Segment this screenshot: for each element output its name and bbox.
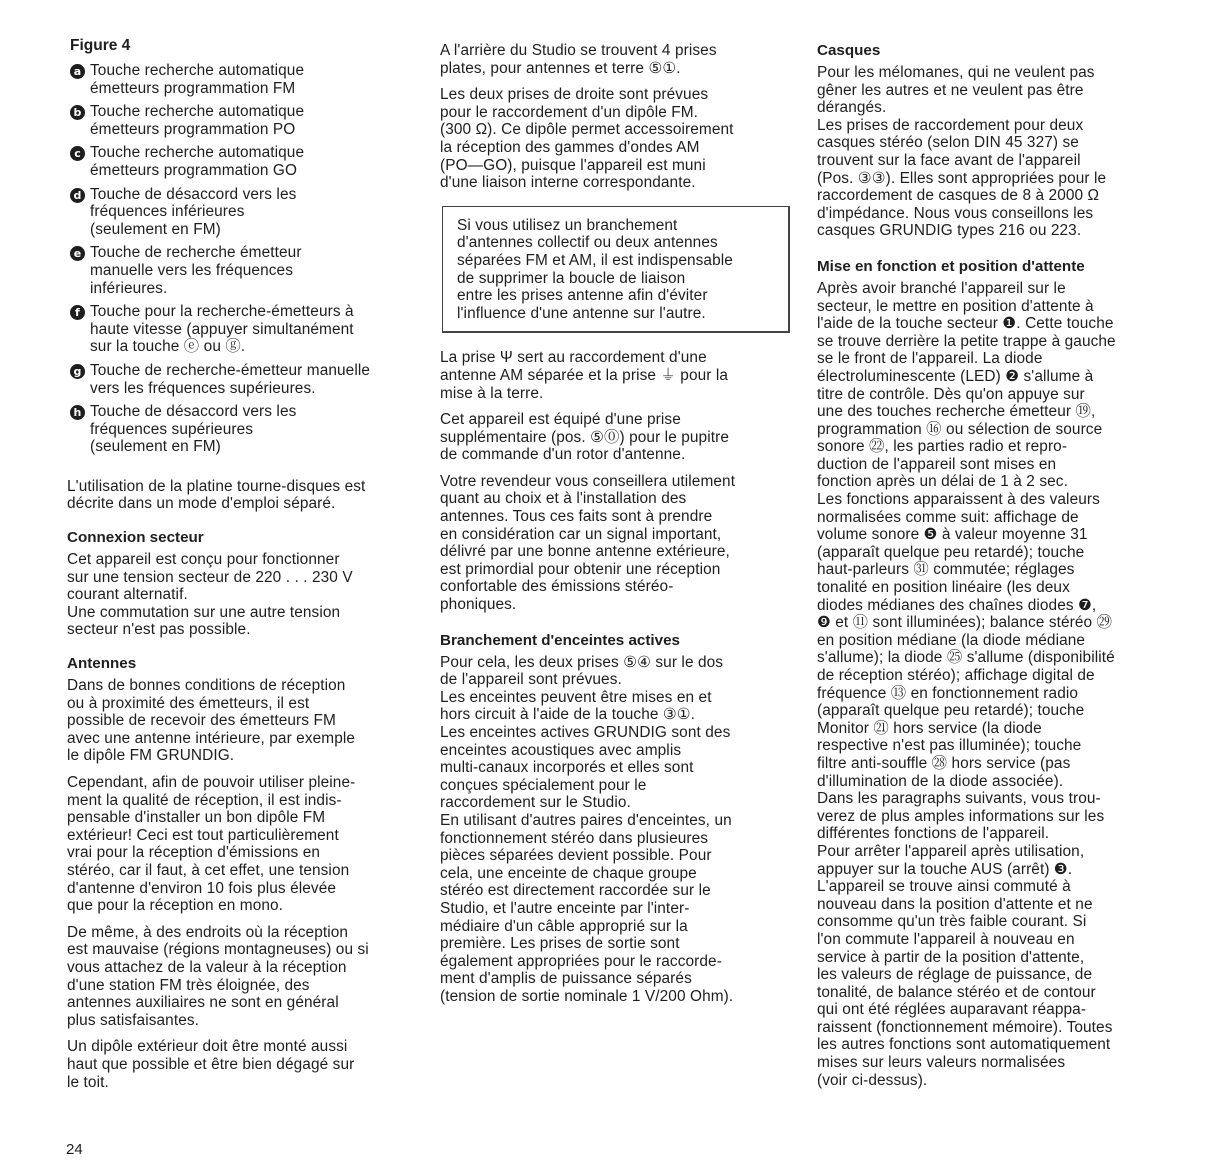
boxed-note — [442, 206, 790, 334]
figure-item-text: Touche de désaccord vers les fréquences inférieures (seulement en FM) — [90, 185, 297, 238]
connexion-text: Cet appareil est conçu pour fonctionner sur une tension secteur de 220 . . . 230 V courant alternatif. Une commutation sur une autre tension secteur n'est pas possible. — [67, 551, 353, 639]
figure-item-text: Touche de recherche émetteur manuelle vers les fréquences inférieures. — [90, 244, 302, 297]
figure-marker-icon: c — [70, 146, 85, 161]
figure-list — [67, 62, 419, 456]
figure-item — [67, 244, 419, 297]
figure-item — [67, 144, 419, 179]
antennes-paragraph-1: Dans de bonnes conditions de réception ou à proximité des émetteurs, il est possible de recevoir des émetteurs FM avec une antenne intérieure, par exemple le dipôle FM GRUNDIG. — [67, 677, 356, 765]
figure-item-text: Touche pour la recherche-émetteurs à haute vitesse (appuyer simultanément sur la touche ⓔ ou ⓖ. — [90, 303, 354, 356]
figure-item — [67, 62, 419, 97]
figure-marker-icon: f — [70, 305, 85, 320]
figure-item-text: Touche recherche automatique émetteurs programmation GO — [90, 144, 305, 179]
figure-item-text: Touche recherche automatique émetteurs programmation FM — [90, 62, 305, 97]
dipole-paragraph: Les deux prises de droite sont prévues pour le raccordement d'un dipôle FM. (300 Ω). Ce dipôle permet accessoirement la réception des gammes d'ondes AM (PO—GO), puisque l'appareil est muni d'une liaison interne correspondante. — [440, 86, 734, 192]
figure-marker-icon: e — [70, 246, 85, 261]
revendeur-paragraph: Votre revendeur vous conseillera utilement quant au choix et à l'installation des antennes. Tous ces faits sont à prendre en considération car un signal important, délivré par une bonne antenne extérieure, est primordial pour obtenir une réception confortable des émissions stéréo- phoniques. — [440, 472, 736, 614]
antennes-heading: Antennes — [67, 655, 137, 673]
mise-en-fonction-text: Après avoir branché l'appareil sur le secteur, le mettre en position d'attente à l'aide de la touche secteur ❶. Cette touche se trouve derrière la petite trappe à gauche se le front de l'appareil. La diode électroluminescente (LED) ❷ s'allume à titre de contrôle. Dès qu'on appuye sur une des touches recherche émetteur ⑲, programmation ⑯ ou sélection de source sonore ㉒, les parties radio et repro- duction de l'appareil sont mises en fonction après un délai de 1 à 2 sec. Les fonctions apparaissent à des valeurs normalisées comme suit: affichage de volume sonore ❺ à valeur moyenne 31 (apparaît quelque peu retardé); touche haut-parleurs ㉛ commutée; réglages tonalité en position linéaire (les deux diodes médianes des chaînes diodes ❼, ❾ et ⑪ sont illuminées); balance stéréo ㉙ en position médiane (la diode médiane s'allume); la diode ㉕ s'allume (disponibilité de réception stéréo); affichage digital de fréquence ⑬ en fonctionnement radio (apparaît quelque peu retardé); touche Monitor ㉑ hors service (la diode respective n'est pas illuminée); touche filtre anti-souffle ㉘ hors service (pas d'illumination de la diode associée). Dans les paragraphs suivants, vous trou- verez de plus amples informations sur les différentes fonctions de l'appareil. Pour arrêter l'appareil après utilisation, appuyer sur la touche AUS (arrêt) ❸. L'appareil se trouve ainsi commuté à nouveau dans la position d'attente et ne consomme qu'un très faible courant. Si l'on commute l'appareil à nouveau en service à partir de la position d'attente, les valeurs de réglage de puissance, de tonalité, de balance stéréo et de contour qui ont été réglées auparavant réappa- raissent (fonctionnement mémoire). Toutes les autres fonctions sont automatiquement mises sur leurs valeurs normalisées (voir ci-dessus). — [817, 279, 1116, 1089]
column-right — [817, 42, 1169, 1094]
figure-marker-icon: h — [70, 405, 85, 420]
column-left — [67, 36, 419, 1096]
mise-en-fonction-heading: Mise en fonction et position d'attente — [817, 257, 1085, 275]
figure-item-text: Touche recherche automatique émetteurs programmation PO — [90, 103, 305, 138]
connexion-heading: Connexion secteur — [67, 529, 204, 547]
figure-marker-icon: a — [70, 64, 85, 79]
figure-item — [67, 186, 419, 239]
antennes-paragraph-2: Cependant, afin de pouvoir utiliser pleine- ment la qualité de réception, il est indis- pensable d'installer un bon dipôle FM extérieur! Ceci est tout particulièrement vrai pour la réception d'émissions en stéréo, car il faut, à cet effet, une tension d'antenne d'environ 10 fois plus élevée que pour la réception en mono. — [67, 774, 356, 915]
casques-heading: Casques — [817, 42, 881, 59]
rotor-paragraph: Cet appareil est équipé d'une prise supplémentaire (pos. ⑤⓪) pour le pupitre de commande d'un rotor d'antenne. — [440, 411, 729, 464]
figure-title: Figure 4 — [70, 37, 131, 54]
platine-note: L'utilisation de la platine tourne-disques est décrite dans un mode d'emploi séparé. — [67, 477, 366, 513]
column-middle — [440, 42, 792, 1011]
figure-marker-icon: d — [70, 188, 85, 203]
figure-item — [67, 362, 419, 397]
enceintes-heading: Branchement d'enceintes actives — [440, 631, 680, 649]
antennes-paragraph-3: De même, à des endroits où la réception est mauvaise (régions montagneuses) ou si vous attachez de la valeur à la réception d'une station FM très éloignée, des antennes auxiliaires ne sont en général plus satisfaisantes. — [67, 923, 369, 1029]
enceintes-text: Pour cela, les deux prises ⑤④ sur le dos de l'appareil sont prévues. Les enceintes peuvent être mises en et hors circuit à l'aide de la touche ③①. Les enceintes actives GRUNDIG sont des enceintes acoustiques avec amplis multi-canaux incorporés et elles sont conçues spécialement pour le raccordement sur le Studio. En utilisant d'autres paires d'enceintes, un fonctionnement stéréo dans plusieures pièces séparées devient possible. Pour cela, une enceinte de chaque groupe stéréo est directement raccordée sur le Studio, et l'autre enceinte par l'inter- médiaire d'un câble approprié sur la première. Les prises de sortie sont également appropriées pour le raccorde- ment d'amplis de puissance séparés (tension de sortie nominale 1 V/200 Ohm). — [440, 653, 734, 1005]
casques-text: Pour les mélomanes, qui ne veulent pas gêner les autres et ne veulent pas être dérangés. Les prises de raccordement pour deux casques stéréo (selon DIN 45 327) se trouvent sur la face avant de l'appareil (Pos. ③③). Elles sont appropriées pour le raccordement de casques de 8 à 2000 Ω d'impédance. Nous vous conseillons les casques GRUNDIG types 216 ou 223. — [817, 64, 1107, 240]
boxed-note-text: Si vous utilisez un branchement d'antennes collectif ou deux antennes séparées FM et AM, il est indispensable de supprimer la boucle de liaison entre les prises antenne afin d'éviter l'influence d'une antenne sur l'autre. — [457, 216, 733, 322]
antennes-paragraph-4: Un dipôle extérieur doit être monté aussi haut que possible et être bien dégagé sur le toit. — [67, 1038, 355, 1091]
figure-item-text: Touche de recherche-émetteur manuelle vers les fréquences supérieures. — [90, 361, 371, 397]
figure-item — [67, 103, 419, 138]
figure-marker-icon: g — [70, 364, 85, 379]
figure-item — [67, 403, 419, 456]
prises-paragraph: A l'arrière du Studio se trouvent 4 prises plates, pour antennes et terre ⑤①. — [440, 42, 717, 77]
prise-am-paragraph: La prise Ψ sert au raccordement d'une antenne AM séparée et la prise ⏚ pour la mise à la terre. — [440, 349, 729, 402]
figure-marker-icon: b — [70, 105, 85, 120]
figure-item — [67, 303, 419, 356]
figure-item-text: Touche de désaccord vers les fréquences supérieures (seulement en FM) — [90, 403, 297, 456]
page-number: 24 — [66, 1141, 83, 1158]
